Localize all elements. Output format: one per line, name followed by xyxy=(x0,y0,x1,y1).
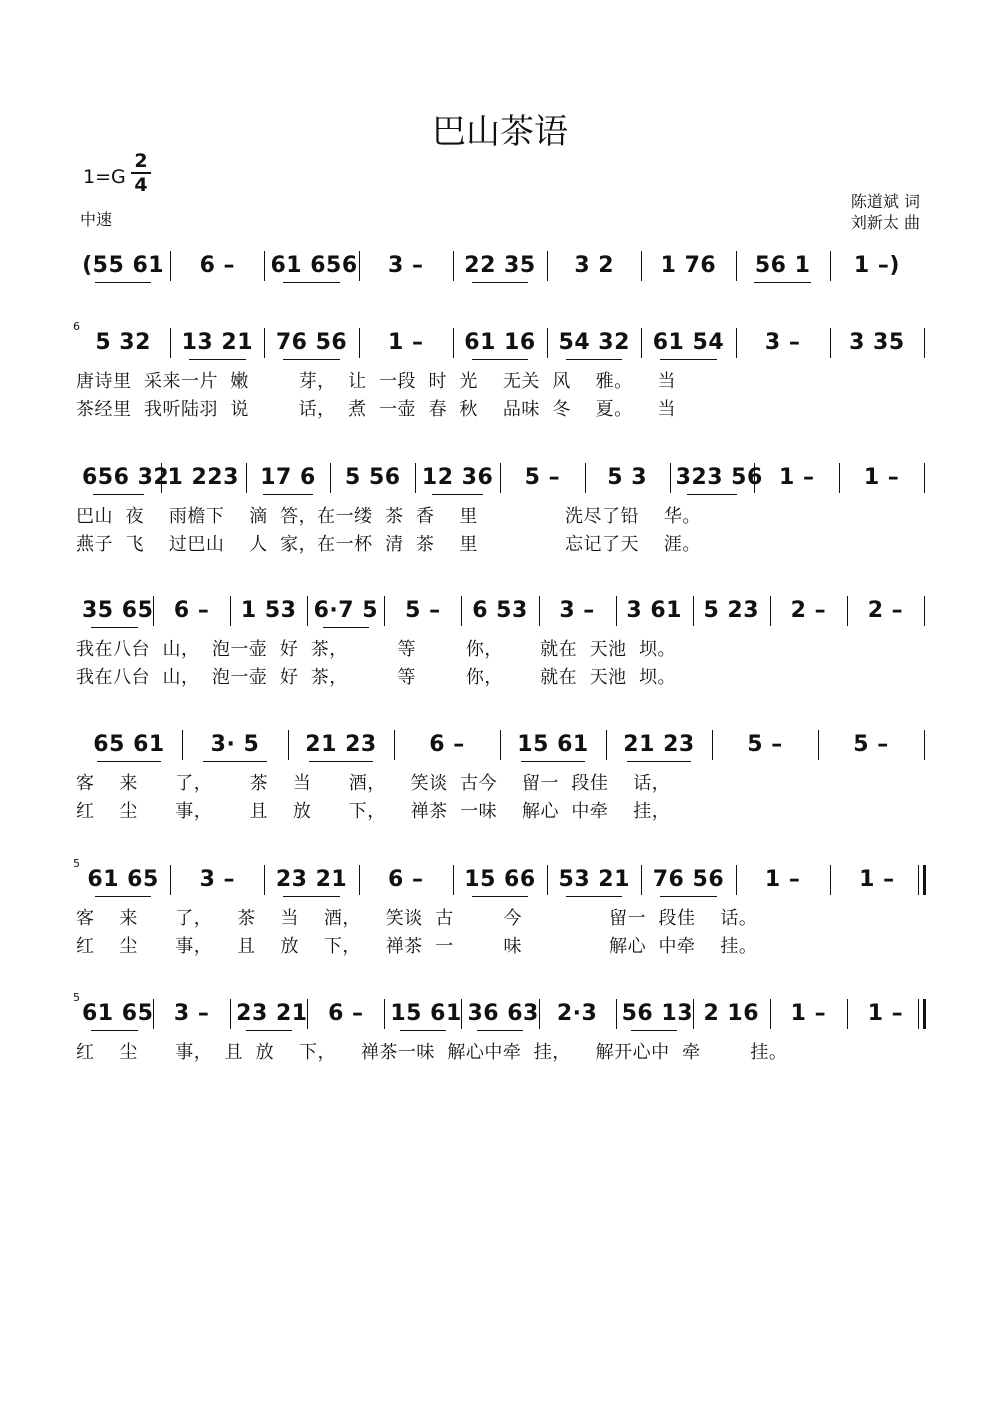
beam-line xyxy=(472,896,529,897)
beam-line xyxy=(400,1030,446,1031)
barline xyxy=(170,865,171,895)
measure: 12 36 xyxy=(421,465,494,490)
measure: 6 – xyxy=(429,732,465,757)
measure: 56 13 xyxy=(621,1001,694,1026)
measure: 3· 5 xyxy=(210,732,260,757)
measure: 1 – xyxy=(859,867,895,892)
beam-line xyxy=(660,359,717,360)
barline xyxy=(500,730,501,760)
barline xyxy=(770,596,771,626)
barline xyxy=(307,999,308,1029)
measure: 15 61 xyxy=(390,1001,462,1026)
measure: 3 – xyxy=(764,330,801,355)
barline xyxy=(153,596,154,626)
barline xyxy=(847,999,848,1029)
beam-line xyxy=(283,359,340,360)
measure: 5 56 xyxy=(344,465,401,490)
grace-note: 5 xyxy=(73,991,80,1004)
measure: 76 56 xyxy=(652,867,725,892)
beam-line xyxy=(566,896,623,897)
barline xyxy=(606,730,607,760)
measure: 5 23 xyxy=(703,598,760,623)
measure: 323 56 xyxy=(675,465,763,490)
barline xyxy=(246,463,247,493)
barline xyxy=(182,730,183,760)
barline xyxy=(539,999,540,1029)
barline xyxy=(736,251,737,281)
barline xyxy=(712,730,713,760)
measure: 65 61 xyxy=(93,732,165,757)
measure: 3 – xyxy=(173,1001,210,1026)
time-signature xyxy=(131,152,151,195)
barline xyxy=(264,251,265,281)
barline xyxy=(918,999,926,1029)
lyricist-credit: 陈道斌 词 xyxy=(850,192,920,211)
measure: 3 – xyxy=(559,598,595,623)
barline xyxy=(415,463,416,493)
measure: 61 65 xyxy=(87,867,159,892)
barline xyxy=(830,865,831,895)
barline xyxy=(359,251,360,281)
measure: 35 65 xyxy=(82,598,154,623)
beam-line xyxy=(566,359,623,360)
barline xyxy=(539,596,540,626)
barline xyxy=(693,596,694,626)
barline xyxy=(641,865,642,895)
barline xyxy=(754,463,755,493)
measure: 1 – xyxy=(764,867,801,892)
barline xyxy=(847,596,848,626)
lyric-line: 红 尘 事， 且 放 下， 禅茶 一味 解心 中牵 挂， xyxy=(76,801,671,822)
measure: 2 – xyxy=(867,598,904,623)
measure: 22 35 xyxy=(464,253,536,278)
barline xyxy=(307,596,308,626)
barline xyxy=(230,596,231,626)
lyric-line: 客 来 了， 茶 当 酒， 笑谈 古 今 留一 段佳 话。 xyxy=(76,908,758,929)
lyric-line: 我在八台 山， 泡一壶 好 茶， 等 你， 就在 天池 坝。 xyxy=(76,639,677,660)
measure: 13 21 xyxy=(181,330,254,355)
barline xyxy=(641,328,642,358)
measure: 3 – xyxy=(199,867,236,892)
measure: 61 54 xyxy=(652,330,725,355)
barline xyxy=(924,730,925,760)
barline xyxy=(359,865,360,895)
barline xyxy=(264,865,265,895)
barline xyxy=(288,730,289,760)
barline xyxy=(830,328,831,358)
measure: 21 23 xyxy=(623,732,695,757)
beam-line xyxy=(309,761,373,762)
measure: 6·7 5 xyxy=(313,598,379,623)
measure: 2·3 xyxy=(556,1001,598,1026)
beam-line xyxy=(660,896,717,897)
barline xyxy=(394,730,395,760)
composer-credit: 刘新太 曲 xyxy=(850,213,920,232)
measure: 5 32 xyxy=(95,330,151,355)
time-signature-top: 2 xyxy=(134,150,148,172)
measure: (55 61 xyxy=(82,253,165,278)
measure: 15 66 xyxy=(464,867,536,892)
barline xyxy=(924,596,925,626)
measure: 23 21 xyxy=(275,867,348,892)
barline xyxy=(500,463,501,493)
beam-line xyxy=(754,282,811,283)
measure: 21 23 xyxy=(305,732,377,757)
barline xyxy=(461,596,462,626)
measure: 5 3 xyxy=(607,465,648,490)
beam-line xyxy=(472,282,529,283)
beam-line xyxy=(521,761,585,762)
measure: 23 21 xyxy=(236,1001,308,1026)
page-title: 巴山茶语 xyxy=(432,112,568,152)
measure: 56 1 xyxy=(754,253,811,278)
measure: 6 – xyxy=(173,598,210,623)
lyric-line: 红 尘 事， 且 放 下， 禅茶 一 味 解心 中牵 挂。 xyxy=(76,936,758,957)
barline xyxy=(384,999,385,1029)
barline xyxy=(461,999,462,1029)
measure: 1 –) xyxy=(853,253,900,278)
beam-line xyxy=(93,494,144,495)
measure: 53 21 xyxy=(558,867,630,892)
barline xyxy=(161,463,162,493)
measure: 5 – xyxy=(405,598,441,623)
measure: 61 65 xyxy=(82,1001,154,1026)
barline xyxy=(170,251,171,281)
measure: 1 – xyxy=(790,1001,827,1026)
barline xyxy=(924,328,925,358)
barline xyxy=(616,999,617,1029)
barline xyxy=(839,463,840,493)
measure: 2 – xyxy=(790,598,827,623)
measure: 3 35 xyxy=(849,330,905,355)
beam-line xyxy=(246,1030,292,1031)
measure: 1 – xyxy=(779,465,815,490)
tempo-marking: 中速 xyxy=(80,210,113,229)
measure: 61 656 xyxy=(270,253,358,278)
measure: 5 – xyxy=(747,732,783,757)
barline xyxy=(230,999,231,1029)
time-signature-bottom: 4 xyxy=(134,174,148,196)
measure: 1 – xyxy=(867,1001,904,1026)
lyric-line: 燕子 飞 过巴山 人 家，在一杯 清 茶 里 忘记了天 涯。 xyxy=(76,534,701,555)
beam-line xyxy=(95,896,152,897)
measure: 6 – xyxy=(388,867,424,892)
measure: 5 – xyxy=(853,732,889,757)
barline xyxy=(453,865,454,895)
beam-line xyxy=(91,1030,137,1031)
beam-line xyxy=(97,761,161,762)
measure: 6 – xyxy=(199,253,236,278)
grace-note: 5 xyxy=(73,857,80,870)
measure: 6 – xyxy=(328,1001,364,1026)
beam-line xyxy=(323,627,369,628)
barline xyxy=(170,328,171,358)
beam-line xyxy=(91,627,137,628)
barline xyxy=(736,328,737,358)
barline xyxy=(453,328,454,358)
measure: 2 16 xyxy=(703,1001,760,1026)
beam-line xyxy=(203,761,267,762)
barline xyxy=(670,463,671,493)
barline xyxy=(736,865,737,895)
measure: 1 – xyxy=(863,465,900,490)
measure: 3 2 xyxy=(574,253,615,278)
barline xyxy=(924,463,925,493)
barline xyxy=(616,596,617,626)
beam-line xyxy=(95,282,152,283)
barline xyxy=(330,463,331,493)
barline xyxy=(641,251,642,281)
beam-line xyxy=(189,359,246,360)
measure: 5 – xyxy=(524,465,561,490)
barline xyxy=(770,999,771,1029)
beam-line xyxy=(687,494,738,495)
barline xyxy=(453,251,454,281)
lyric-line: 客 来 了， 茶 当 酒， 笑谈 古今 留一 段佳 话， xyxy=(76,773,671,794)
barline xyxy=(693,999,694,1029)
barline xyxy=(547,865,548,895)
measure: 6 53 xyxy=(472,598,528,623)
barline xyxy=(547,328,548,358)
measure: 1 – xyxy=(388,330,424,355)
barline xyxy=(264,328,265,358)
grace-note: 6 xyxy=(73,320,80,333)
barline xyxy=(585,463,586,493)
measure: 1 53 xyxy=(240,598,297,623)
barline xyxy=(153,999,154,1029)
measure: 76 56 xyxy=(275,330,348,355)
beam-line xyxy=(477,1030,523,1031)
barline xyxy=(830,251,831,281)
measure: 656 32 xyxy=(82,465,170,490)
measure: 36 63 xyxy=(467,1001,539,1026)
lyric-line: 巴山 夜 雨檐下 滴 答，在一缕 茶 香 里 洗尽了铅 华。 xyxy=(76,506,701,527)
measure: 3 – xyxy=(388,253,424,278)
barline xyxy=(547,251,548,281)
key-signature: 1=G xyxy=(83,166,126,188)
lyric-line: 茶经里 我听陆羽 说 话， 煮 一壶 春 秋 品味 冬 夏。 当 xyxy=(76,399,677,420)
beam-line xyxy=(432,494,483,495)
lyric-line: 我在八台 山， 泡一壶 好 茶， 等 你， 就在 天池 坝。 xyxy=(76,667,677,688)
measure: 17 6 xyxy=(260,465,316,490)
beam-line xyxy=(263,494,314,495)
beam-line xyxy=(283,896,340,897)
barline xyxy=(918,865,926,895)
measure: 3 61 xyxy=(626,598,682,623)
measure: 54 32 xyxy=(558,330,630,355)
measure: 1 223 xyxy=(167,465,239,490)
barline xyxy=(818,730,819,760)
lyric-line: 红 尘 事， 且 放 下， 禅茶一味 解心中牵 挂， 解开心中 牵 挂。 xyxy=(76,1042,788,1063)
beam-line xyxy=(283,282,340,283)
barline xyxy=(384,596,385,626)
measure: 1 76 xyxy=(660,253,717,278)
beam-line xyxy=(472,359,529,360)
measure: 61 16 xyxy=(464,330,536,355)
beam-line xyxy=(631,1030,677,1031)
beam-line xyxy=(627,761,691,762)
barline xyxy=(359,328,360,358)
lyric-line: 唐诗里 采来一片 嫩 芽， 让 一段 时 光 无关 风 雅。 当 xyxy=(76,371,677,392)
measure: 15 61 xyxy=(517,732,589,757)
